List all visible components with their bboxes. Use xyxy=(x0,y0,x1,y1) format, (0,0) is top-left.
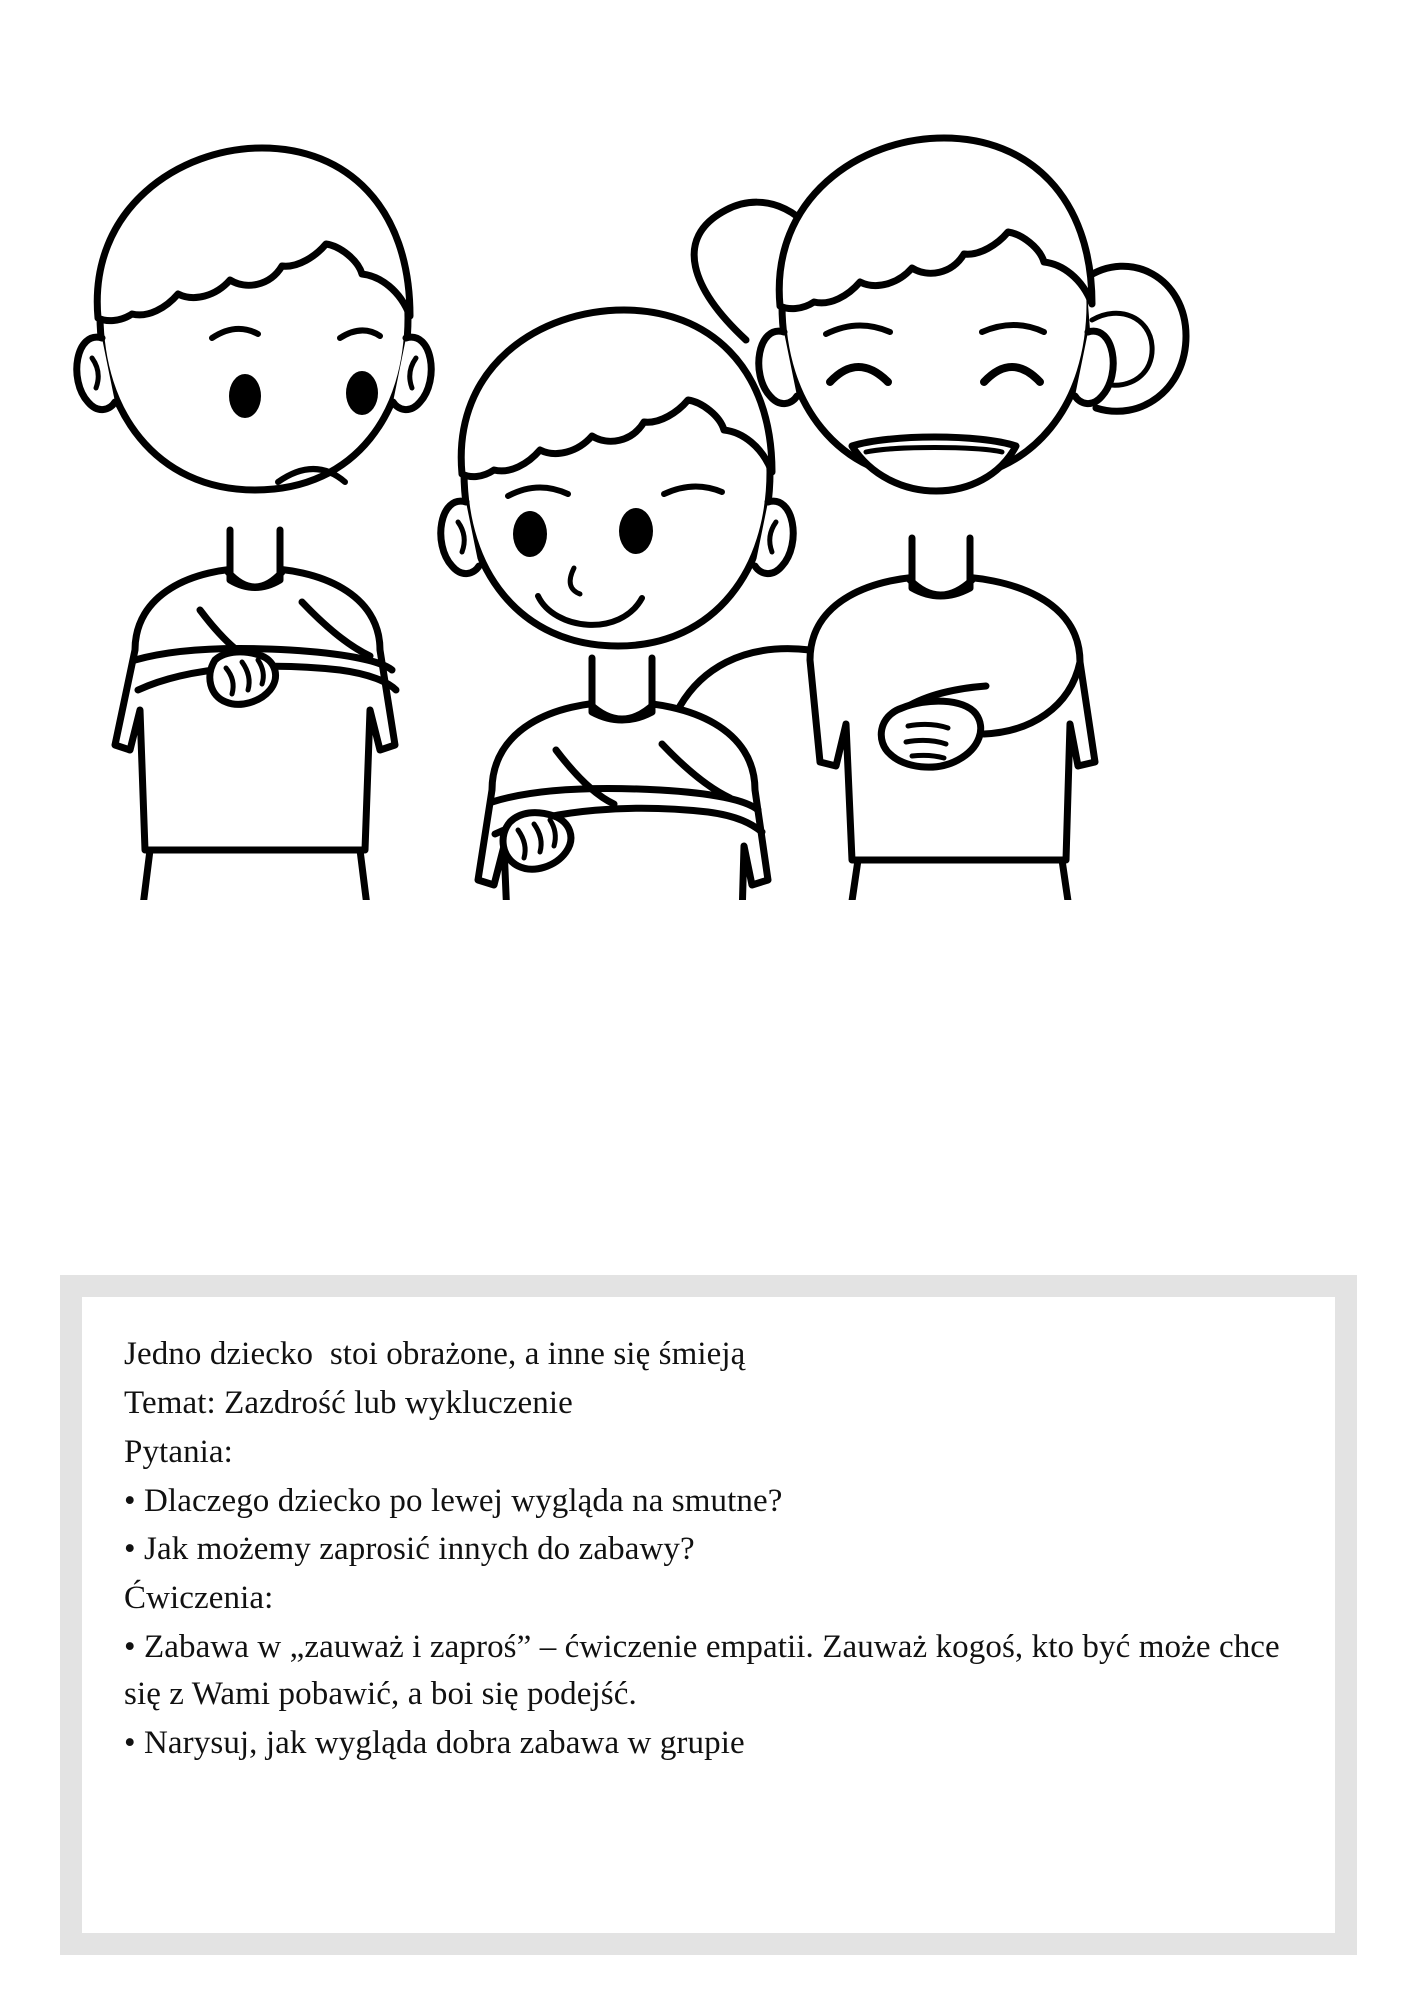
instructions-panel xyxy=(60,1275,1357,1955)
instruction-line-5: • Jak możemy zaprosić innych do zabawy? xyxy=(124,1531,695,1568)
instruction-line-7: • Zabawa w „zauważ i zaproś” – ćwiczenie empatii. Zauważ kogoś, kto być może chce się z Wami pobawić, a boi się podejść. xyxy=(124,1629,1280,1713)
instruction-line-2: Temat: Zazdrość lub wykluczenie xyxy=(124,1384,573,1421)
child-middle-smiling xyxy=(441,310,793,900)
instruction-line-3: Pytania: xyxy=(124,1433,233,1470)
instruction-line-6: Ćwiczenia: xyxy=(124,1580,274,1617)
instruction-line-4: • Dlaczego dziecko po lewej wygląda na smutne? xyxy=(124,1482,783,1519)
instruction-line-8: • Narysuj, jak wygląda dobra zabawa w grupie xyxy=(124,1724,745,1761)
illustration-three-children xyxy=(40,90,1370,900)
instructions-inner xyxy=(82,1297,1335,1933)
child-left-sad xyxy=(77,148,431,900)
instruction-line-1: Jedno dziecko stoi obrażone, a inne się śmieją xyxy=(124,1336,746,1372)
